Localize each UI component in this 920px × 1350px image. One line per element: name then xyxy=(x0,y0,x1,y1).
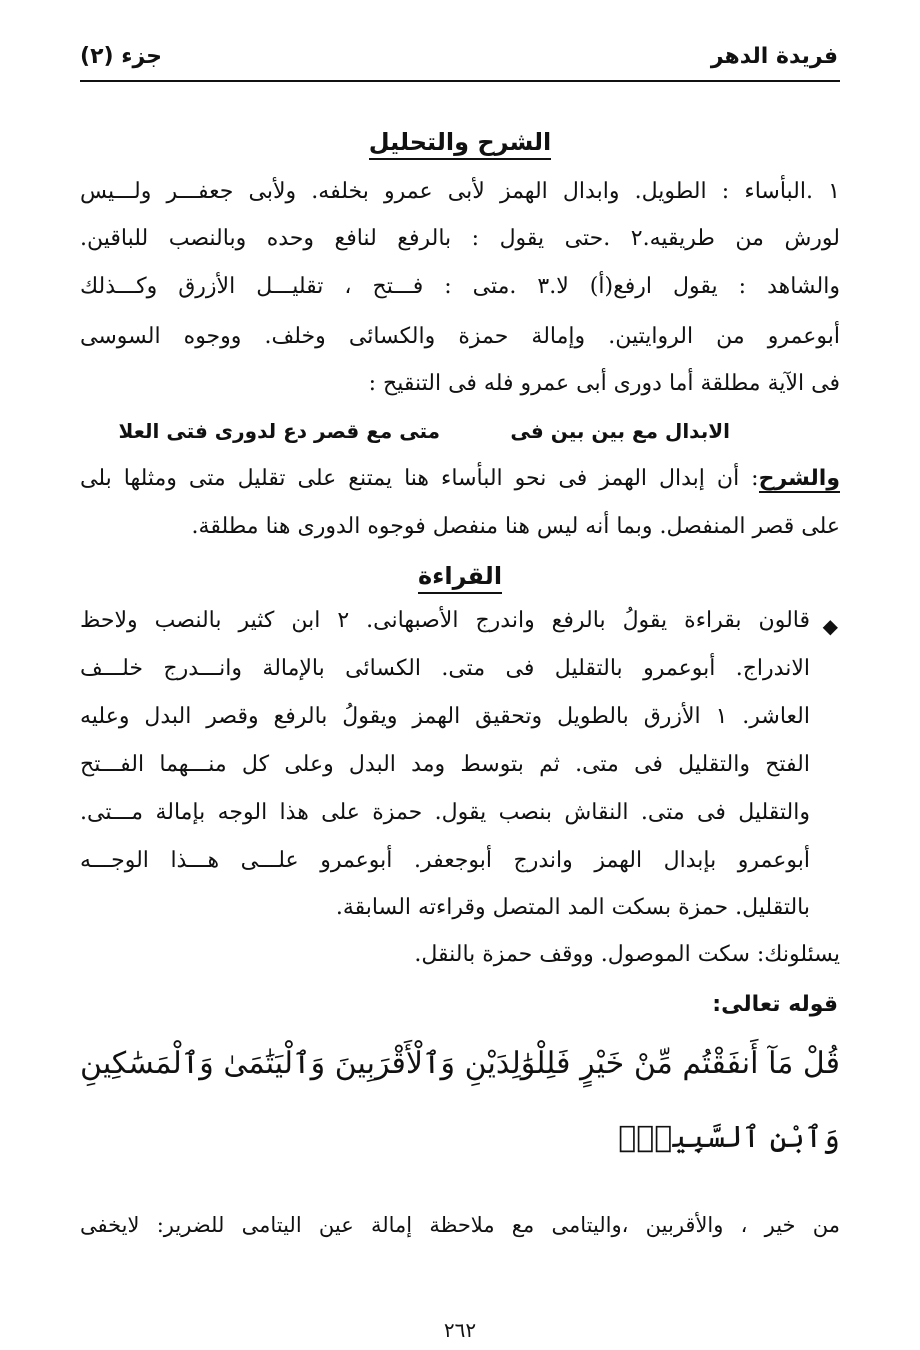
qawluhu-label: قوله تعالى: xyxy=(712,992,838,1017)
yasalunak-line: يسئلونك: سكت الموصول. ووقف حمزة بالنقل. xyxy=(414,942,840,967)
sharh-line-3: والشاهد : يقول ارفع(أ) لا.٣ .متى : فـــتح ، تقليـــل الأزرق وكـــذلك xyxy=(80,274,840,299)
explanation-line-1 xyxy=(80,464,840,494)
sharh-line-1: ١ .البأساء : الطويل. وابدال الهمز لأبى عمرو بخلفه. ولأبى جعفـــر ولـــيس xyxy=(80,179,840,204)
diamond-bullet-icon: ◆ xyxy=(822,614,838,638)
qiraa-line-7: بالتقليل. حمزة بسكت المد المتصل وقراءته السابقة. xyxy=(335,895,810,920)
qiraa-line-3: العاشر. ١ الأزرق بالطويل وتحقيق الهمز ويقولُ بالرفع وقصر البدل وعليه xyxy=(80,704,810,729)
qiraa-line-6: أبوعمرو بإبدال الهمز واندرج أبوجعفر. أبوعمرو علـــى هـــذا الوجـــه xyxy=(80,848,810,873)
qiraa-title: القراءة xyxy=(418,562,502,594)
sharh-line-2: لورش من طريقيه.٢ .حتى يقول : بالرفع لنافع وحده وبالنصب للباقين. xyxy=(80,226,840,251)
sharh-line-4: أبوعمرو من الروايتين. وإمالة حمزة والكسائى وخلف. ووجوه السوسى xyxy=(80,324,840,349)
qiraa-title-wrap xyxy=(0,562,920,590)
qiraa-line-4: الفتح والتقليل فى متى. ثم بتوسط ومد البدل وعلى كل منـــهما الفـــتح xyxy=(80,752,811,777)
sharh-title-wrap xyxy=(0,128,920,156)
explanation-label: والشرح xyxy=(758,466,840,491)
header-rule xyxy=(80,80,840,82)
qiraa-line-5: والتقليل فى متى. النقاش بنصب يقول. حمزة على هذا الوجه بإمالة مـــتى. xyxy=(80,800,810,825)
book-title: فريدة الدهر xyxy=(710,44,838,69)
sharh-line-5: فى الآية مطلقة أما دورى أبى عمرو فله فى التنقيح : xyxy=(368,371,840,396)
sharh-title: الشرح والتحليل xyxy=(369,128,552,160)
verse-line-1: قُلْ مَآ أَنفَقْتُم مِّنْ خَيْرٍ فَلِلْوَٰلِدَيْنِ وَٱلْأَقْرَبِينَ وَٱلْيَتَٰمَىٰ وَٱلْمَسَٰكِينِ xyxy=(80,1046,840,1081)
explanation-text-1: : أن إبدال الهمز فى نحو البأساء هنا يمتنع على تقليل متى ومثلها بلى xyxy=(80,466,759,491)
note-line: من خير ، والأقربين ،واليتامى مع ملاحظة إمالة عين اليتامى للضرير: لايخفى xyxy=(80,1213,840,1237)
qiraa-line-1: قالون بقراءة يقولُ بالرفع واندرج الأصبهانى. ٢ ابن كثير بالنصب ولاحظ xyxy=(80,608,810,633)
page-number: ٢٦٢ xyxy=(443,1318,477,1342)
poem-left-hemistich: متى مع قصر دع لدورى فتى العلا xyxy=(118,419,440,443)
qiraa-line-2: الاندراج. أبوعمرو بالتقليل فى متى. الكسائى بالإمالة وانـــدرج خلـــف xyxy=(80,656,810,681)
part-label: جزء (٢) xyxy=(80,44,163,69)
poem-right-hemistich: الابدال مع بين بين فى xyxy=(510,419,730,443)
explanation-line-2: على قصر المنفصل. وبما أنه ليس هنا منفصل فوجوه الدورى هنا مطلقة. xyxy=(191,514,840,539)
verse-line-2: وَٱبْنِ ٱلسَّبِيلِۗ xyxy=(618,1120,840,1155)
